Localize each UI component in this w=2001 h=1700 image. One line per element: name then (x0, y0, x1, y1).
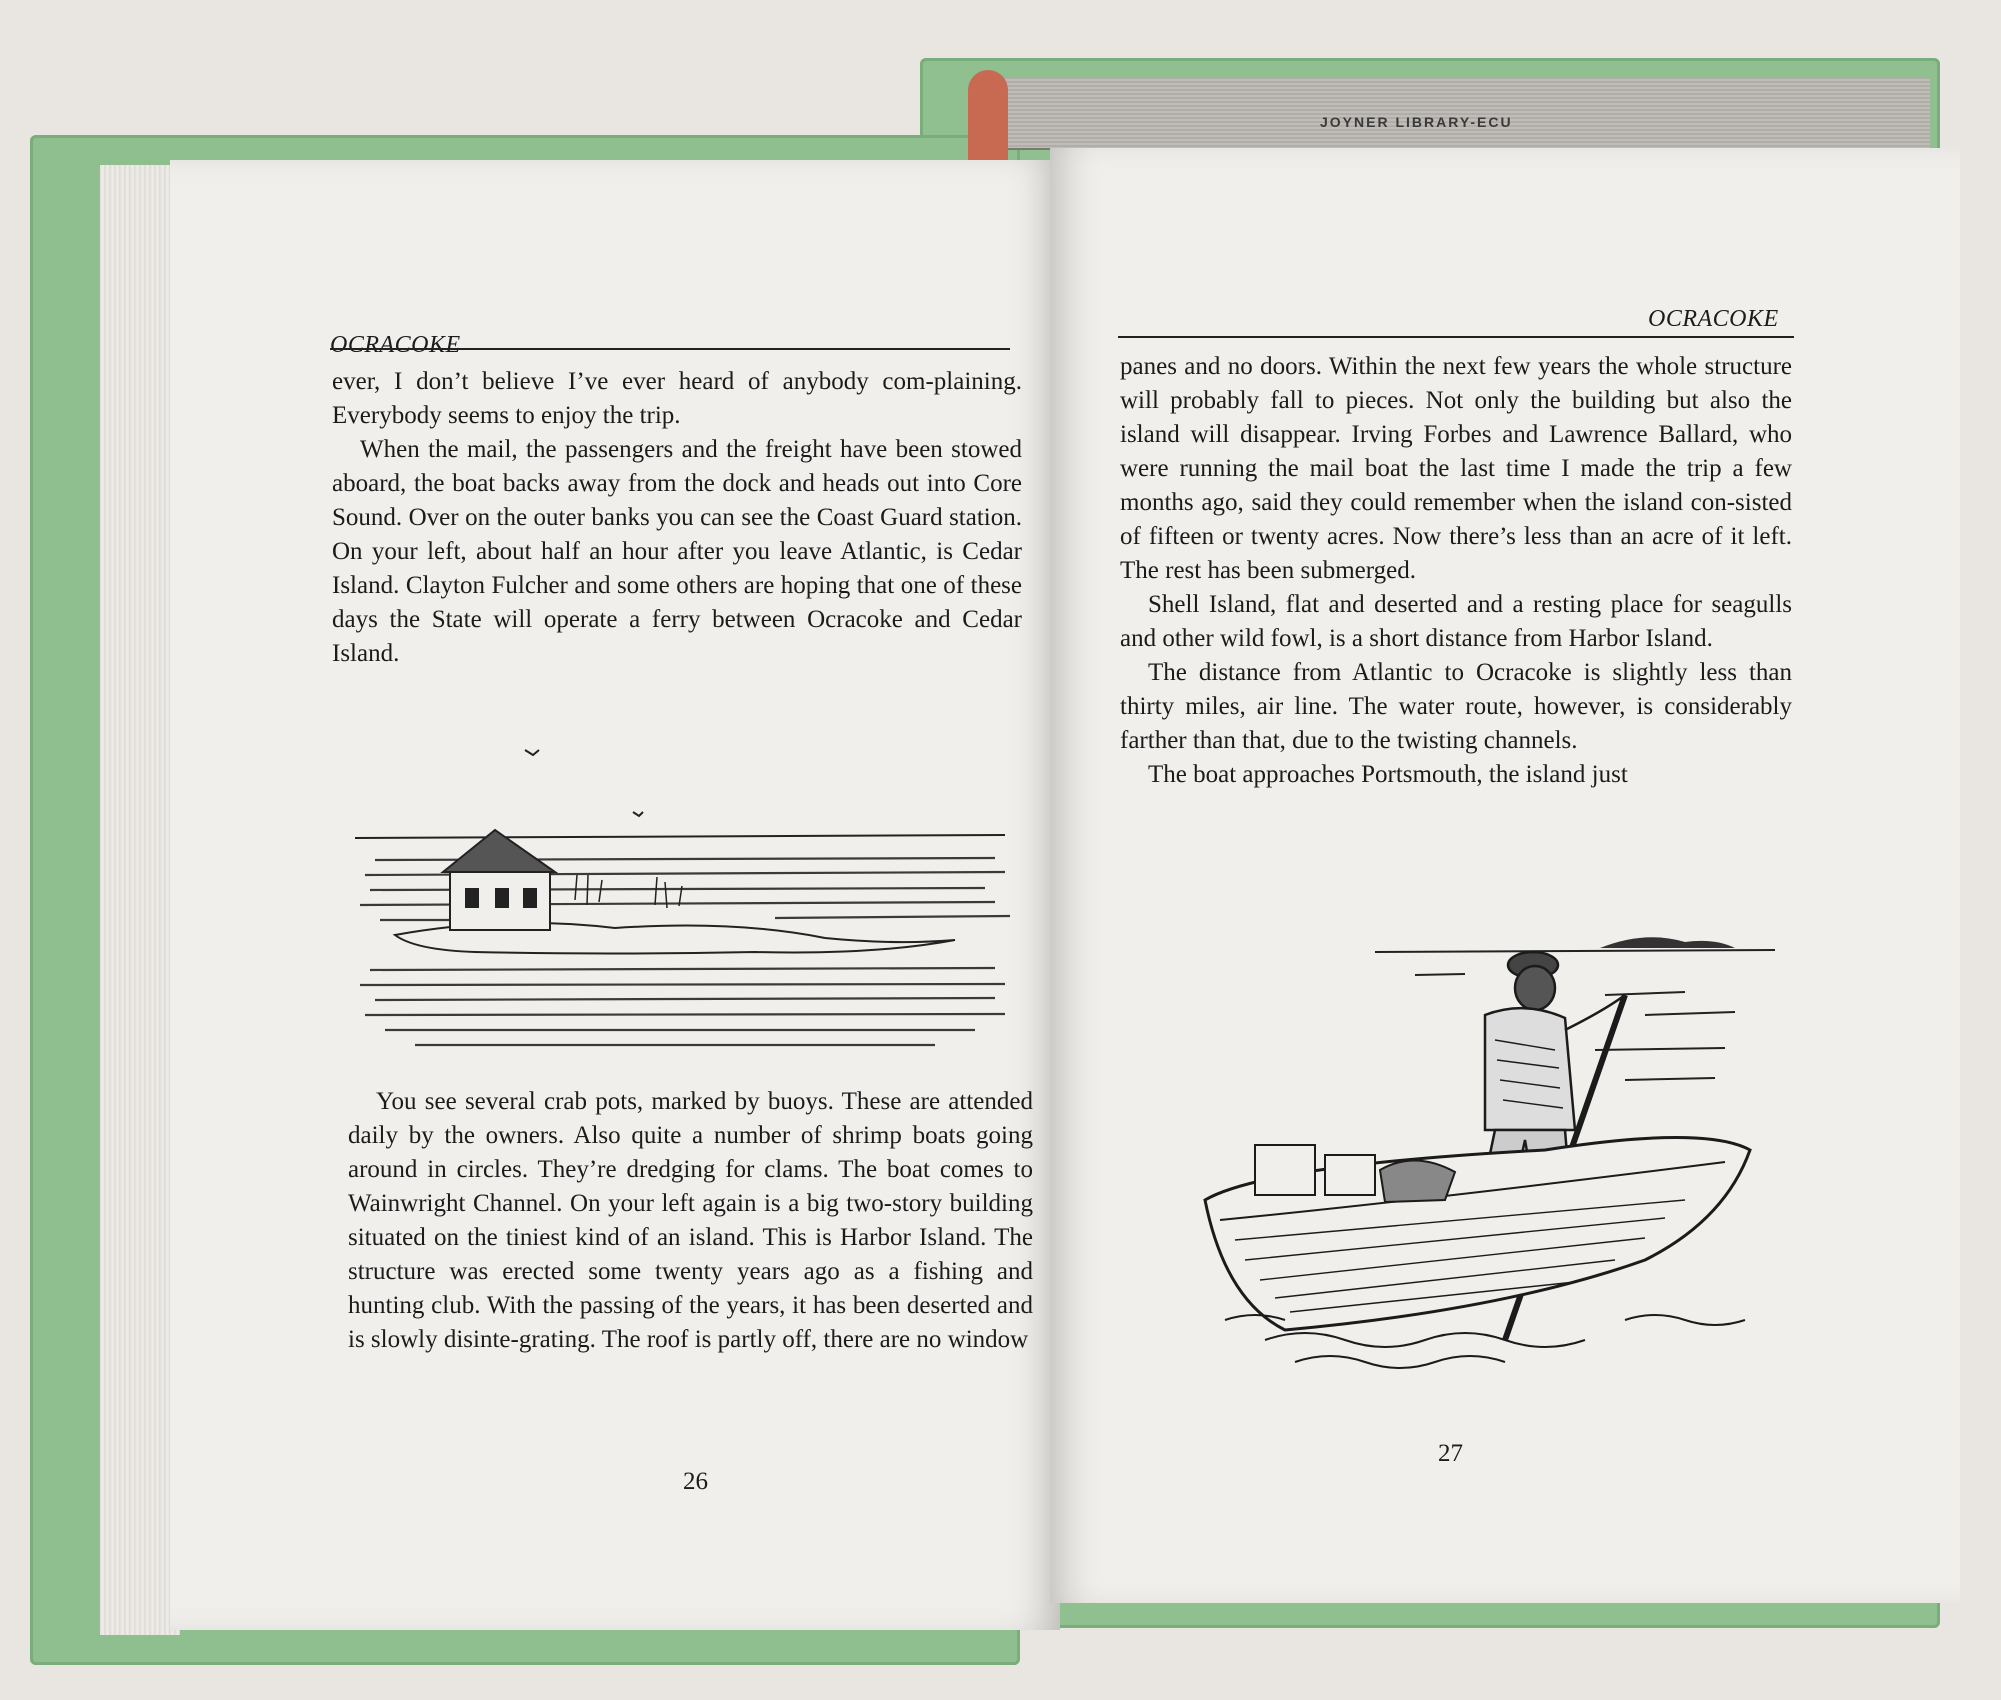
paragraph: panes and no doors. Within the next few years the whole structure will probably fall to pieces. Not only the building but also the island will disappear. Irving Forbes and Lawrence Ballard, who were running the mail boat the last time I made the trip a few months ago, said they could remember when the island con-sisted of fifteen or twenty acres. Now there’s less than an acre of it left. The rest has been submerged. (1120, 353, 1792, 584)
paragraph: You see several crab pots, marked by buoys. These are attended daily by the owners. Also quite a number of shrimp boats going around in circles. They’re dredging for clams. The boat comes to Wainwright Channel. On your left again is a big two-story building situated on the tiniest kind of an island. This is Harbor Island. The structure was erected some twenty years ago as a fishing and hunting club. With the passing of the years, it has been deserted and is slowly disinte-grating. The roof is partly off, there are no window (348, 1088, 1033, 1353)
left-page-number: 26 (683, 1468, 708, 1495)
library-stamp: JOYNER LIBRARY-ECU (1320, 114, 1513, 130)
left-text-bottom (348, 1085, 1033, 1357)
left-head-rule (330, 348, 1010, 350)
right-head-rule (1118, 336, 1794, 338)
boatman-illustration (1125, 900, 1795, 1400)
left-text-top (332, 365, 1022, 671)
left-running-head: OCRACOKE (330, 332, 461, 358)
seagull-icon (525, 750, 539, 755)
paragraph: The distance from Atlantic to Ocracoke is slightly less than thirty miles, air line. The water route, however, is considerably farther than that, due to the twisting channels. (1120, 659, 1792, 754)
clubhouse-icon (443, 830, 555, 930)
seagull-icon (633, 812, 643, 816)
harbor-island-illustration (355, 740, 1020, 1060)
skiff-icon (1205, 1138, 1750, 1331)
paragraph: The boat approaches Portsmouth, the island just (1148, 761, 1628, 788)
paragraph: Shell Island, flat and deserted and a resting place for seagulls and other wild fowl, is a short distance from Harbor Island. (1120, 591, 1792, 652)
right-page-number: 27 (1438, 1440, 1463, 1467)
right-text (1120, 350, 1792, 792)
paragraph: ever, I don’t believe I’ve ever heard of anybody com-plaining. Everybody seems to enjoy the trip. (332, 368, 1022, 429)
page-edges-side (100, 165, 180, 1635)
spine-headband (968, 70, 1008, 160)
paragraph: When the mail, the passengers and the freight have been stowed aboard, the boat backs away from the dock and heads out into Core Sound. Over on the outer banks you can see the Coast Guard station. On your left, about half an hour after you leave Atlantic, is Cedar Island. Clayton Fulcher and some others are hoping that one of these days the State will operate a ferry between Ocracoke and Cedar Island. (332, 436, 1022, 667)
right-running-head: OCRACOKE (1648, 306, 1779, 332)
